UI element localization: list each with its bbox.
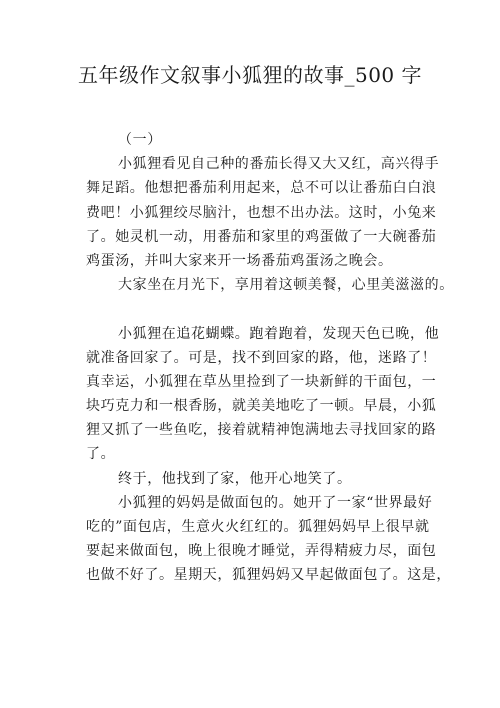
paragraph-line: 小狐狸看见自己种的番茄长得又大又红，高兴得手 [118, 156, 440, 173]
paragraph-line: 小狐狸在追花蝴蝶。跑着跑着，发现天色已晚，他 [118, 325, 440, 342]
paragraph-2 [118, 273, 454, 297]
paragraph-line: 费吧！小狐狸绞尽脑汁，也想不出办法。这时，小兔来 [86, 204, 437, 221]
paragraph-line: 鸡蛋汤，并叫大家来开一场番茄鸡蛋汤之晚会。 [86, 252, 393, 269]
paragraph-line: 了。她灵机一动，用番茄和家里的鸡蛋做了一大碗番茄 [86, 228, 437, 245]
paragraph-1 [86, 152, 440, 273]
document-body [86, 128, 454, 588]
document-title: 五年级作文叙事小狐狸的故事_500 字 [77, 63, 423, 87]
paragraph-line: 小狐狸的妈妈是做面包的。她开了一家“世界最好 [118, 494, 433, 511]
paragraph-line: 要起来做面包，晚上很晚才睡觉，弄得精疲力尽，面包 [86, 543, 437, 560]
paragraph-line: 也做不好了。星期天，狐狸妈妈又早起做面包了。这是， [86, 567, 451, 584]
paragraph-gap [118, 297, 418, 321]
paragraph-line: 就准备回家了。可是，找不到回家的路，他，迷路了！ [86, 349, 437, 366]
paragraph-5 [86, 491, 451, 588]
paragraph-line: 吃的”面包店，生意火火红红的。狐狸妈妈早上很早就 [86, 519, 430, 535]
paragraph-line: 终于，他找到了家，他开心地笑了。 [118, 470, 352, 487]
paragraph-line: 大家坐在月光下，享用着这顿美餐，心里美滋滋的。 [118, 277, 454, 294]
paragraph-line: 狸又抓了一些鱼吃，接着就精神饱满地去寻找回家的路 [86, 422, 437, 439]
paragraph-4 [118, 467, 418, 491]
section-heading: （一） [118, 132, 162, 148]
paragraph-line: 了。 [86, 446, 116, 463]
paragraph-line: 真幸运，小狐狸在草丛里捡到了一块新鲜的干面包，一 [86, 373, 437, 390]
paragraph-3 [86, 322, 440, 467]
paragraph-line: 舞足蹈。他想把番茄利用起来，总不可以让番茄白白浪 [86, 180, 437, 197]
paragraph-line: 块巧克力和一根香肠，就美美地吃了一顿。早晨，小狐 [86, 398, 437, 415]
